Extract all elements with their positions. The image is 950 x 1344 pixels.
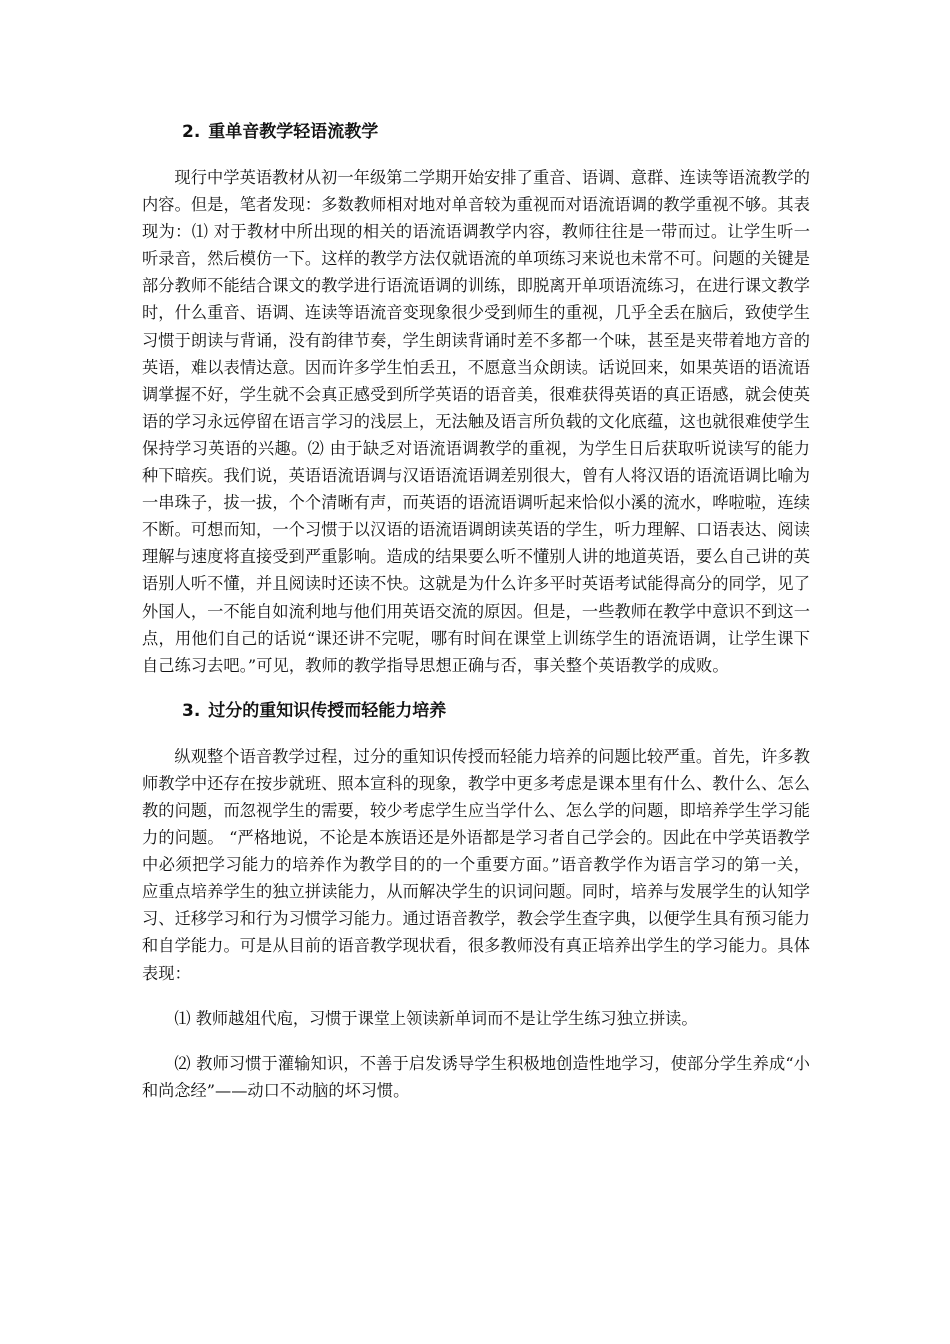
section-3-number: 3.	[182, 700, 201, 721]
section-3-paragraph: 纵观整个语音教学过程，过分的重知识传授而轻能力培养的问题比较严重。首先，许多教师教学中还存在按步就班、照本宣科的现象，教学中更多考虑是课本里有什么、教什么、怎么教的问题，而忽视学生的需要，较少考虑学生应当学什么、怎么学的问题，即培养学生学习能力的问题。 “严格地说，不论是本族语还是外语都是学习者自己学会的。因此在中学英语教学中必须把学习能力的培养作为教学目的的一个重要方面。”语音教学作为语言学习的第一关，应重点培养学生的独立拼读能力，从而解决学生的识词问题。同时，培养与发展学生的认知学习、迁移学习和行为习惯学习能力。通过语音教学，教会学生查字典，以便学生具有预习能力和自学能力。可是从目前的语音教学现状看，很多教师没有真正培养出学生的学习能力。具体表现：	[142, 746, 810, 983]
section-3-title: 过分的重知识传授而轻能力培养	[208, 700, 447, 721]
section-2-number: 2.	[182, 122, 201, 142]
section-2-title: 重单音教学轻语流教学	[208, 122, 379, 142]
section-2-paragraph: 现行中学英语教材从初一年级第二学期开始安排了重音、语调、意群、连读等语流教学的内容。但是，笔者发现：多数教师相对地对单音较为重视而对语流语调的教学重视不够。其表现为：⑴ 对于教材中所出现的相关的语流语调教学内容，教师往往是一带而过。让学生听一听录音，然后模仿一下。这样的教学方法仅就语流的单项练习来说也未常不可。问题的关键是部分教师不能结合课文的教学进行语流语调的训练，即脱离开单项语流练习，在进行课文教学时，什么重音、语调、连读等语流音变现象很少受到师生的重视，几乎全丢在脑后，致使学生习惯于朗读与背诵，没有韵律节奏，学生朗读背诵时差不多都一个味，甚至是夹带着地方音的英语，难以表情达意。因而许多学生怕丢丑，不愿意当众朗读。话说回来，如果英语的语流语调掌握不好，学生就不会真正感受到所学英语的语音美，很难获得英语的真正语感，就会使英语的学习永远停留在语言学习的浅层上，无法触及语言所负载的文化底蕴，这也就很难使学生保持学习英语的兴趣。⑵ 由于缺乏对语流语调教学的重视，为学生日后获取听说读写的能力种下暗疾。我们说，英语语流语调与汉语语流语调差别很大，曾有人将汉语的语流语调比喻为一串珠子，拔一拔，个个清晰有声，而英语的语流语调听起来恰似小溪的流水，哗啦啦，连续不断。可想而知，一个习惯于以汉语的语流语调朗读英语的学生，听力理解、口语表达、阅读理解与速度将直接受到严重影响。造成的结果要么听不懂别人讲的地道英语，要么自己讲的英语别人听不懂，并且阅读时还读不快。这就是为什么许多平时英语考试能得高分的同学，见了外国人，一不能自如流利地与他们用英语交流的原因。但是，一些教师在教学中意识不到这一点，用他们自己的话说“课还讲不完呢，哪有时间在课堂上训练学生的语流语调，让学生课下自己练习去吧。”可见，教师的教学指导思想正确与否，事关整个英语教学的成败。	[142, 168, 810, 675]
section-3-heading	[182, 697, 810, 725]
document-page	[142, 118, 810, 1122]
list-item: ⑵ 教师习惯于灌输知识，不善于启发诱导学生积极地创造性地学习，使部分学生养成“小和尚念经”——动口不动脑的坏习惯。	[142, 1053, 810, 1100]
section-2-heading	[182, 118, 810, 146]
list-item: ⑴ 教师越俎代庖，习惯于课堂上领读新单词而不是让学生练习独立拼读。	[174, 1008, 698, 1028]
